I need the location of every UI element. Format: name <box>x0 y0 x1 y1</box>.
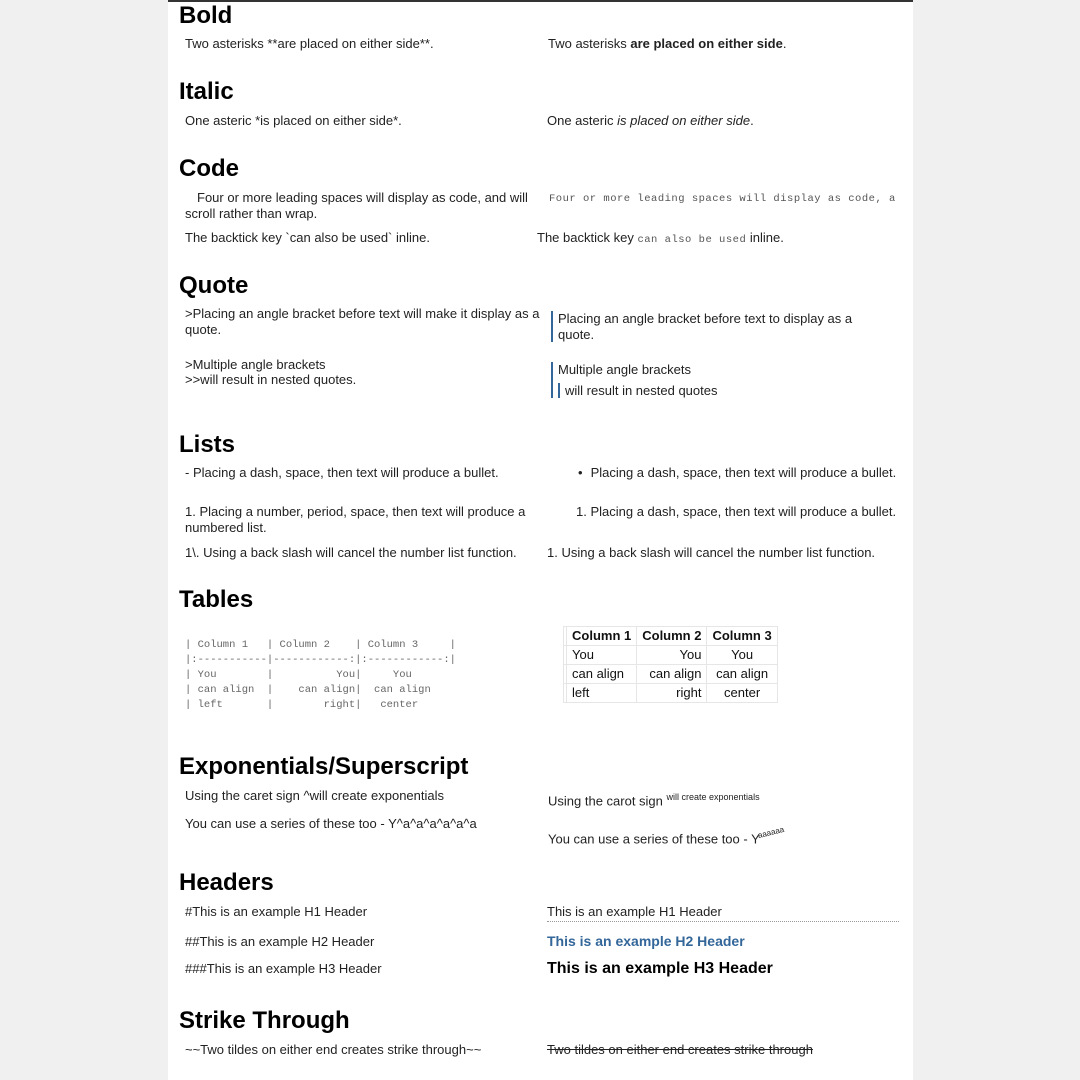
section-heading-superscript: Exponentials/Superscript <box>179 753 469 780</box>
italic-raw-text: One asteric *is placed on either side*. <box>185 113 402 128</box>
list-raw-numbered: 1. Placing a number, period, space, then text will produce a numbered list. <box>185 504 526 535</box>
superscript-rendered-1-pre: Using the carot sign <box>548 793 667 809</box>
table-cell: You <box>707 646 777 665</box>
bold-rendered-post: . <box>782 36 787 51</box>
header-rendered-h1: This is an example H1 Header <box>547 904 899 922</box>
table-header-cell: Column 3 <box>707 627 777 646</box>
quote-rendered-single: Placing an angle bracket before text to display as a quote. <box>551 311 858 342</box>
table-row <box>564 684 778 703</box>
header-raw-h1: #This is an example H1 Header <box>185 904 368 919</box>
section-heading-tables: Tables <box>179 586 254 613</box>
quote-raw-single: >Placing an angle bracket before text will make it display as a quote. <box>185 306 540 337</box>
superscript-rendered-2-sup: aaaaaa <box>756 824 785 841</box>
table-row <box>564 646 778 665</box>
strike-raw-text: ~~Two tildes on either end creates strike through~~ <box>185 1042 482 1057</box>
bold-rendered-bold: are placed on either side <box>630 36 783 51</box>
table-header-cell: Column 1 <box>567 627 637 646</box>
quote-raw-nested-1: >Multiple angle brackets <box>185 357 326 372</box>
section-heading-italic: Italic <box>179 78 234 105</box>
section-heading-headers: Headers <box>179 869 274 896</box>
markdown-cheatsheet-page <box>168 0 913 1080</box>
code-inline-raw-text: The backtick key `can also be used` inline. <box>185 230 430 245</box>
quote-rendered-nested-2: will result in nested quotes <box>558 383 858 399</box>
list-rendered-escaped: 1. Using a back slash will cancel the number list function. <box>547 545 876 560</box>
code-inline-rendered <box>537 230 784 249</box>
table-header-row <box>564 627 778 646</box>
table-header-cell: Column 2 <box>637 627 707 646</box>
header-raw-h2: ##This is an example H2 Header <box>185 934 375 949</box>
table-cell: right <box>637 684 707 703</box>
table-cell: center <box>707 684 777 703</box>
italic-rendered-post: . <box>750 113 754 128</box>
table-cell: You <box>637 646 707 665</box>
bold-rendered-pre: Two asterisks <box>548 36 631 51</box>
header-rendered-h2: This is an example H2 Header <box>547 933 745 949</box>
code-inline-post: inline. <box>746 230 784 245</box>
code-block-rendered: Four or more leading spaces will display as code, a <box>549 193 896 205</box>
header-rendered-h3: This is an example H3 Header <box>547 960 773 977</box>
section-heading-strike-through: Strike Through <box>179 1007 350 1034</box>
code-block-raw-text: Four or more leading spaces will display as code, and will scroll rather than wrap. <box>185 190 528 221</box>
code-inline-code: can also be used <box>637 234 747 246</box>
header-raw-h3: ###This is an example H3 Header <box>185 961 382 976</box>
superscript-raw-1: Using the caret sign ^will create exponentials <box>185 788 445 803</box>
italic-rendered-text <box>547 113 754 129</box>
section-heading-lists: Lists <box>179 431 236 458</box>
section-heading-code: Code <box>179 155 239 182</box>
code-inline-pre: The backtick key <box>537 230 638 245</box>
quote-rendered-nested <box>551 362 858 398</box>
table-cell: can align <box>637 665 707 684</box>
list-rendered-bullet: • Placing a dash, space, then text will produce a bullet. <box>578 465 896 481</box>
list-raw-bullet: - Placing a dash, space, then text will produce a bullet. <box>185 465 499 480</box>
superscript-rendered-1-sup: will create exponentials <box>666 792 760 802</box>
bold-raw-text: Two asterisks **are placed on either side**. <box>185 36 434 51</box>
rendered-table <box>563 626 778 703</box>
superscript-rendered-2 <box>548 824 786 847</box>
italic-rendered-italic: is placed on either side <box>617 113 751 128</box>
table-row <box>564 665 778 684</box>
strike-rendered-text: Two tildes on either end creates strike through <box>547 1042 813 1057</box>
quote-raw-nested-2: >>will result in nested quotes. <box>185 372 357 387</box>
table-cell: can align <box>567 665 637 684</box>
list-rendered-numbered: 1. Placing a dash, space, then text will produce a bullet. <box>576 504 897 519</box>
italic-rendered-pre: One asteric <box>547 113 618 128</box>
table-cell: left <box>567 684 637 703</box>
superscript-raw-2: You can use a series of these too - Y^a^a^a^a^a^a <box>185 816 477 831</box>
table-raw-markdown: | Column 1 | Column 2 | Column 3 | |:-----------|------------:|:------------:| | You | You| You | can align | can align| can align | left | right| center <box>185 639 456 711</box>
section-heading-quote: Quote <box>179 272 249 299</box>
quote-rendered-nested-1: Multiple angle brackets <box>558 362 691 377</box>
section-heading-bold: Bold <box>179 2 233 29</box>
table-cell: can align <box>707 665 777 684</box>
list-raw-escaped: 1\. Using a back slash will cancel the number list function. <box>185 545 517 560</box>
superscript-rendered-2-pre: You can use a series of these too - Y <box>548 831 760 847</box>
superscript-rendered-1 <box>548 790 760 809</box>
bold-rendered-text <box>548 36 786 52</box>
table-cell: You <box>567 646 637 665</box>
